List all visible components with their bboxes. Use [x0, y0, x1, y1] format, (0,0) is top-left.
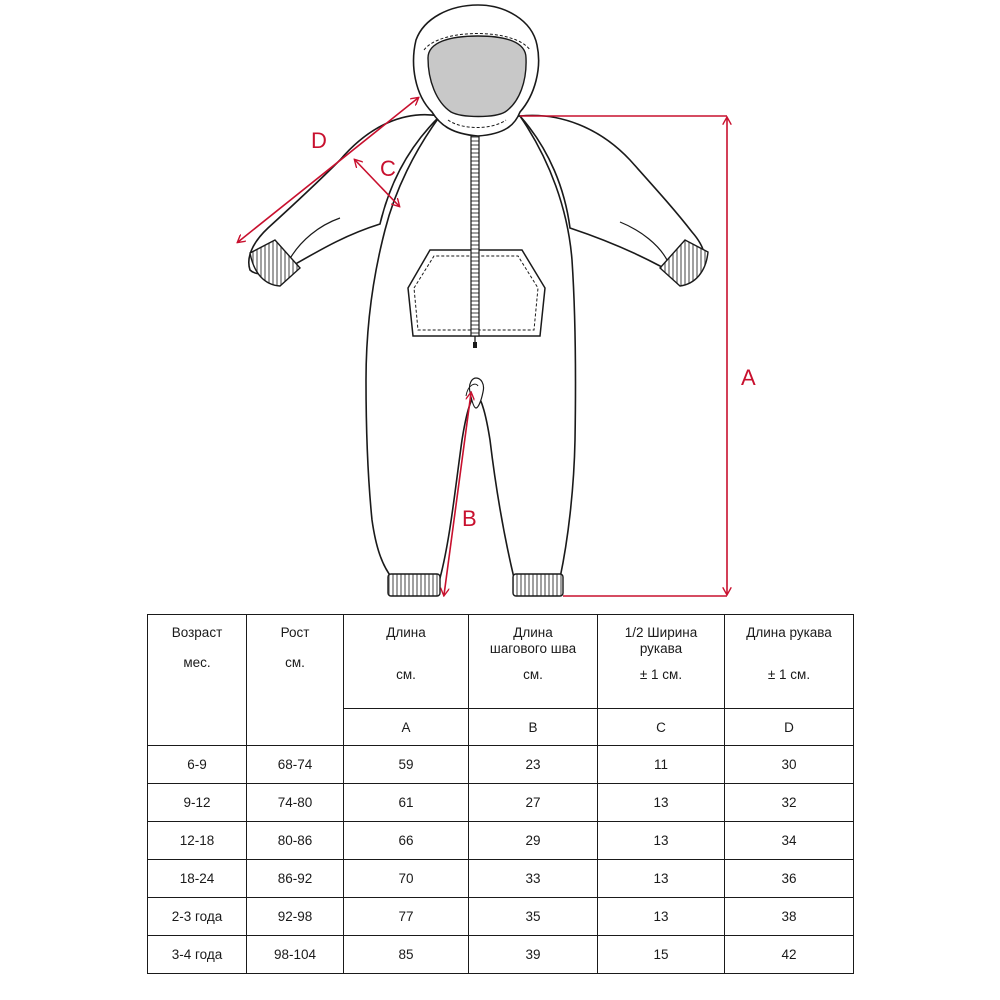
- cell-length: 61: [344, 784, 469, 822]
- dimension-b-label: B: [462, 506, 477, 531]
- header-age-unit: мес.: [183, 655, 211, 670]
- header-height-unit: см.: [285, 655, 305, 670]
- cell-inseam: 23: [469, 746, 598, 784]
- cell-sleeve-length: 36: [725, 860, 854, 898]
- table-row: [148, 822, 854, 860]
- header-row: [148, 615, 854, 709]
- cell-sleeve-length: 38: [725, 898, 854, 936]
- header-inseam-subtitle: шагового шва: [489, 641, 577, 656]
- table-row: [148, 784, 854, 822]
- cell-age: 6-9: [148, 746, 247, 784]
- cell-length: 77: [344, 898, 469, 936]
- hood-lining: [428, 36, 526, 117]
- cell-sleeve-width: 13: [598, 898, 725, 936]
- dimension-c-label: C: [380, 156, 396, 181]
- header-height: [247, 615, 344, 746]
- cell-height: 80-86: [247, 822, 344, 860]
- code-b: B: [469, 709, 598, 746]
- code-d: D: [725, 709, 854, 746]
- header-age-title: Возраст: [171, 625, 223, 640]
- cell-height: 98-104: [247, 936, 344, 974]
- size-chart-table: [147, 614, 854, 974]
- cell-age: 9-12: [148, 784, 247, 822]
- cell-inseam: 35: [469, 898, 598, 936]
- cell-inseam: 39: [469, 936, 598, 974]
- cell-height: 92-98: [247, 898, 344, 936]
- code-c: C: [598, 709, 725, 746]
- cell-sleeve-length: 34: [725, 822, 854, 860]
- cell-height: 86-92: [247, 860, 344, 898]
- left-leg-cuff: [388, 574, 440, 596]
- header-sleeve-width: [598, 615, 725, 709]
- header-sleeve-width-subtitle: рукава: [639, 641, 683, 656]
- header-length: [344, 615, 469, 709]
- code-a: A: [344, 709, 469, 746]
- cell-sleeve-length: 32: [725, 784, 854, 822]
- cell-height: 74-80: [247, 784, 344, 822]
- table-row: [148, 936, 854, 974]
- cell-sleeve-width: 13: [598, 860, 725, 898]
- table-row: [148, 860, 854, 898]
- header-inseam-unit: см.: [523, 667, 543, 682]
- zipper: [471, 136, 479, 336]
- cell-age: 12-18: [148, 822, 247, 860]
- right-leg-cuff: [513, 574, 563, 596]
- cell-sleeve-width: 13: [598, 822, 725, 860]
- cell-age: 3-4 года: [148, 936, 247, 974]
- dimension-d-label: D: [311, 128, 327, 153]
- cell-sleeve-width: 13: [598, 784, 725, 822]
- cell-age: 18-24: [148, 860, 247, 898]
- header-sleeve-length-title: Длина рукава: [746, 625, 832, 640]
- header-inseam-title: Длина: [513, 625, 553, 640]
- header-sleeve-width-unit: ± 1 см.: [639, 667, 683, 682]
- dimension-a-label: A: [741, 365, 756, 390]
- header-sleeve-length: [725, 615, 854, 709]
- cell-height: 68-74: [247, 746, 344, 784]
- table-row: [148, 746, 854, 784]
- cell-sleeve-length: 42: [725, 936, 854, 974]
- cell-length: 59: [344, 746, 469, 784]
- header-length-title: Длина: [386, 625, 426, 640]
- cell-length: 85: [344, 936, 469, 974]
- cell-age: 2-3 года: [148, 898, 247, 936]
- cell-sleeve-width: 11: [598, 746, 725, 784]
- cell-sleeve-width: 15: [598, 936, 725, 974]
- cell-sleeve-length: 30: [725, 746, 854, 784]
- cell-inseam: 33: [469, 860, 598, 898]
- header-length-unit: см.: [396, 667, 416, 682]
- cell-length: 70: [344, 860, 469, 898]
- header-sleeve-width-title: 1/2 Ширина: [624, 625, 698, 640]
- table-row: [148, 898, 854, 936]
- cell-length: 66: [344, 822, 469, 860]
- cell-inseam: 29: [469, 822, 598, 860]
- header-age: [148, 615, 247, 746]
- header-sleeve-length-unit: ± 1 см.: [767, 667, 811, 682]
- header-height-title: Рост: [280, 625, 310, 640]
- header-inseam: [469, 615, 598, 709]
- cell-inseam: 27: [469, 784, 598, 822]
